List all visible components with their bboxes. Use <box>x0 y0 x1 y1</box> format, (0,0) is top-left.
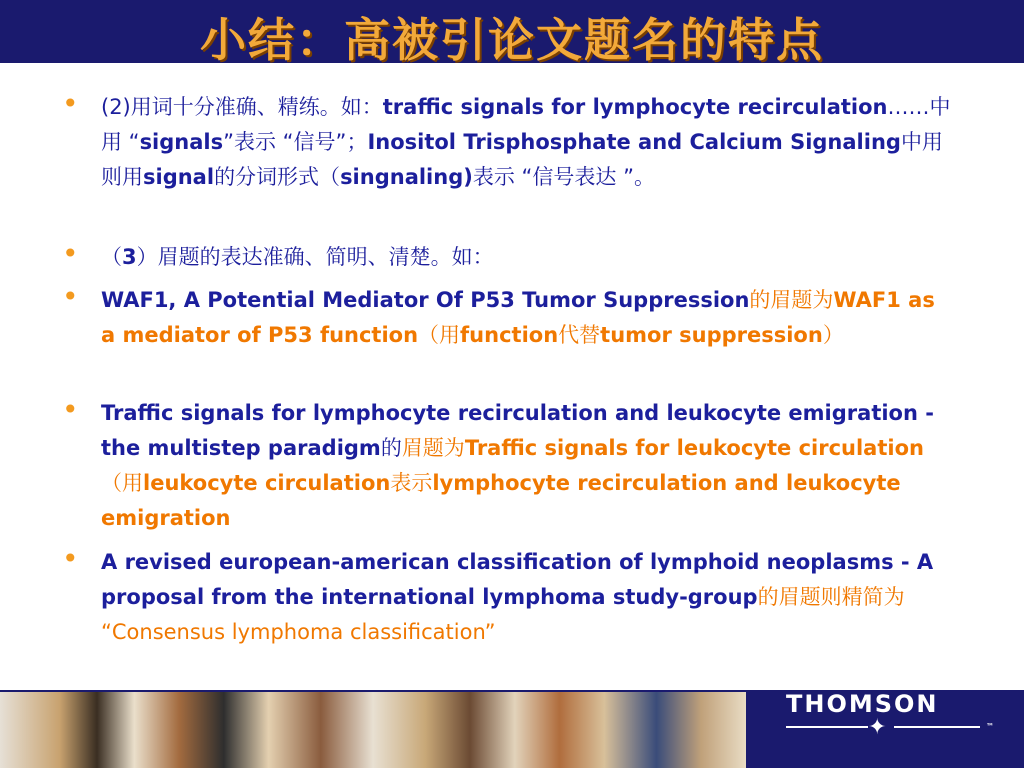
text-segment: 的眉题为 <box>749 288 834 312</box>
bullet-dot-icon: • <box>62 393 79 426</box>
slide-body <box>0 63 1024 688</box>
text-segment: WAF1, A Potential Mediator Of P53 Tumor Suppression <box>101 288 750 312</box>
text-segment: 的 <box>380 436 402 460</box>
text-segment: WAF1 as a mediator of P53 function <box>101 288 935 347</box>
text-segment: Traffic signals for lymphocyte recirculation and leukocyte emigration - the multistep paradigm <box>101 401 934 460</box>
text-segment: leukocyte circulation <box>143 471 391 495</box>
text-segment: traffic signals for lymphocyte recirculation <box>382 95 888 119</box>
text-segment: （ <box>101 245 122 269</box>
text-segment: A revised european-american classification of lymphoid neoplasms - A proposal from the international lymphoma study-group <box>101 550 934 609</box>
text-segment: singnaling) <box>340 165 473 189</box>
logo-line-right <box>894 726 980 728</box>
text-segment: （用 <box>101 471 143 495</box>
bullet-dot-icon: • <box>62 237 79 270</box>
trademark-symbol: ™ <box>986 722 994 731</box>
text-segment: 表示 “信号表达 ”。 <box>472 165 655 189</box>
text-segment: 用词十分准确、精练。如： <box>130 95 383 119</box>
text-segment: Traffic signals for leukocyte circulation <box>464 436 924 460</box>
text-segment: ”表示 “信号”； <box>223 130 368 154</box>
bullet-dot-icon: • <box>62 280 79 313</box>
text-segment: 的分词形式（ <box>214 165 341 189</box>
text-segment: signal <box>143 165 215 189</box>
text-segment: 代替 <box>558 323 601 347</box>
text-segment: 表示 <box>390 471 433 495</box>
star-icon: ✦ <box>868 715 887 740</box>
bullet-dot-icon: • <box>62 542 79 575</box>
bullet-5 <box>101 545 951 650</box>
text-segment: tumor suppression <box>600 323 823 347</box>
text-segment: Inositol Trisphosphate and Calcium Signaling <box>367 130 901 154</box>
bullet-dot-icon: • <box>62 87 79 120</box>
text-segment: 3 <box>122 245 137 269</box>
slide-title: 小结：高被引论文题名的特点 <box>200 13 824 67</box>
logo-line-left <box>786 726 868 728</box>
text-segment: (2) <box>101 95 131 119</box>
text-segment: ……中用 “ <box>101 95 951 154</box>
bullet-1 <box>101 90 951 195</box>
text-segment: 中用则用 <box>101 130 943 189</box>
bullet-4 <box>101 396 951 536</box>
text-segment: （用 <box>418 323 461 347</box>
bullet-2 <box>101 240 951 275</box>
bullet-3 <box>101 283 951 353</box>
text-segment: signals <box>139 130 224 154</box>
photo-collage <box>0 692 746 768</box>
text-segment: function <box>460 323 559 347</box>
text-segment: ）眉题的表达准确、简明、清楚。如： <box>136 245 494 269</box>
text-segment: 的眉题则精简为 “Consensus lymphoma classification” <box>101 585 905 644</box>
text-segment: ） <box>822 323 844 347</box>
thomson-logo: THOMSON <box>786 690 939 718</box>
text-segment: 眉题为 <box>401 436 465 460</box>
text-segment: lymphocyte recirculation and leukocyte emigration <box>101 471 901 530</box>
